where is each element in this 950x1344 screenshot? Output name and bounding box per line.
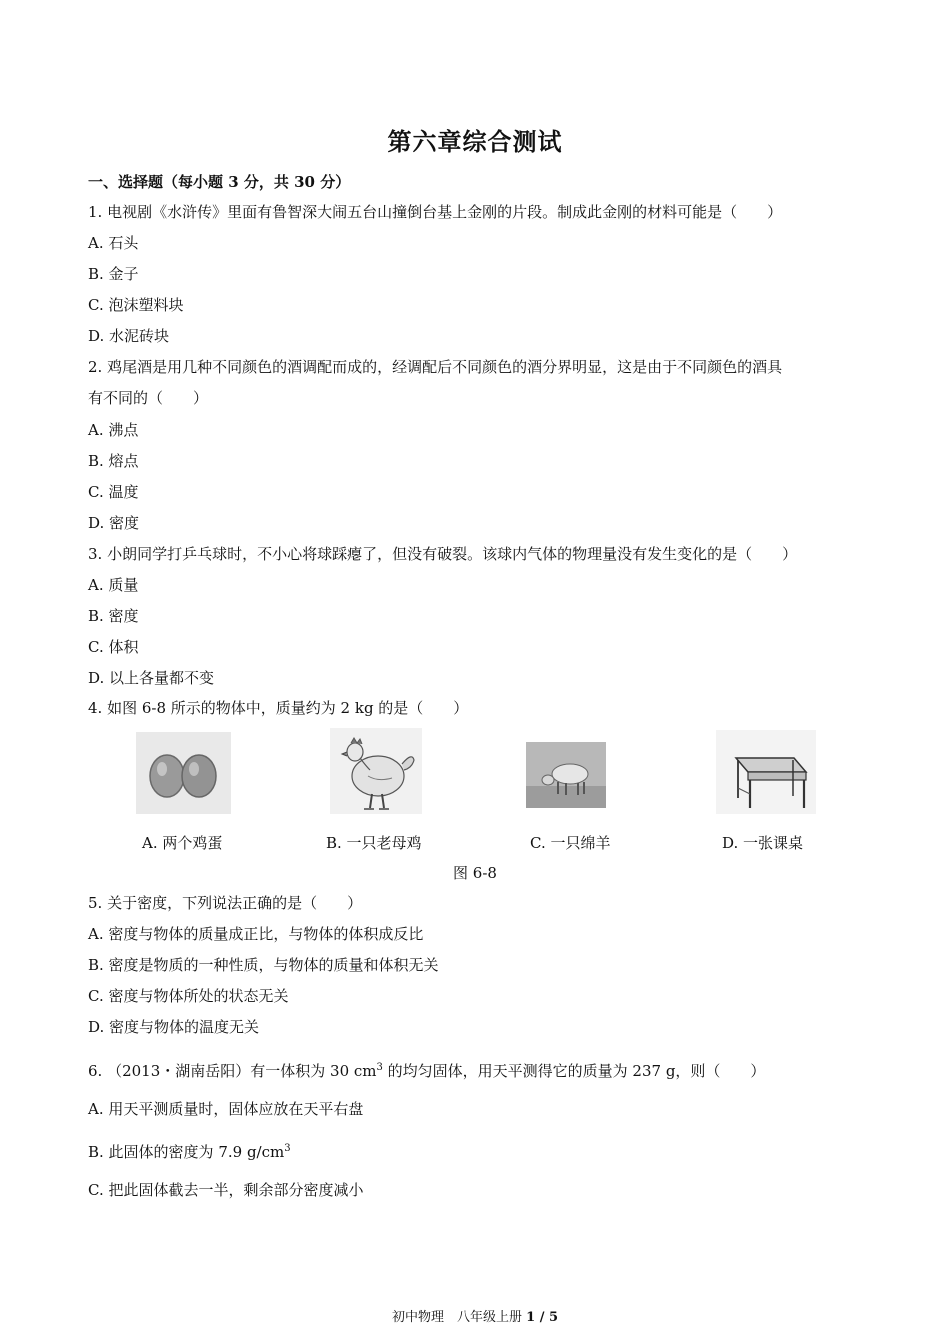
section-heading: 一、选择题（每小题 3 分，共 30 分）	[88, 173, 351, 191]
figure-label-d: D. 一张课桌	[722, 834, 804, 852]
question-6-option-b-text: B. 此固体的密度为 7.9 g/cm	[88, 1143, 285, 1161]
question-1-option-d: D. 水泥砖块	[88, 327, 170, 345]
question-2-stem-line2: 有不同的（ ）	[88, 389, 209, 407]
question-5-option-b: B. 密度是物质的一种性质，与物体的质量和体积无关	[88, 956, 439, 974]
question-6-stem-superscript: 3	[376, 1062, 383, 1073]
question-2-option-b: B. 熔点	[88, 452, 139, 470]
question-2-option-a: A. 沸点	[88, 421, 139, 439]
question-6-option-b-superscript: 3	[284, 1143, 291, 1154]
question-6-option-a: A. 用天平测质量时，固体应放在天平右盘	[88, 1100, 364, 1118]
question-6-option-c: C. 把此固体截去一半，剩余部分密度减小	[88, 1181, 364, 1199]
figure-label-b: B. 一只老母鸡	[326, 834, 422, 852]
question-4-stem: 4. 如图 6-8 所示的物体中，质量约为 2 kg 的是（ ）	[88, 699, 469, 717]
hen-image	[330, 728, 422, 814]
desk-image	[716, 730, 816, 814]
figure-caption: 图 6-8	[453, 864, 497, 882]
figure-label-c: C. 一只绵羊	[530, 834, 611, 852]
question-1-stem: 1. 电视剧《水浒传》里面有鲁智深大闹五台山撞倒台基上金刚的片段。制成此金刚的材料可能是（ ）	[88, 203, 783, 221]
question-5-option-a: A. 密度与物体的质量成正比，与物体的体积成反比	[88, 925, 424, 943]
eggs-image	[136, 732, 231, 814]
question-3-option-d: D. 以上各量都不变	[88, 669, 215, 687]
question-2-option-d: D. 密度	[88, 514, 140, 532]
question-1-option-c: C. 泡沫塑料块	[88, 296, 184, 314]
figure-label-a: A. 两个鸡蛋	[142, 834, 223, 852]
question-6-stem-part1: 6. （2013・湖南岳阳）有一体积为 30 cm	[88, 1062, 377, 1080]
question-6-stem-part2: 的均匀固体，用天平测得它的质量为 237 g，则（ ）	[382, 1062, 766, 1080]
page-title: 第六章综合测试	[387, 127, 563, 156]
footer-text: 初中物理 八年级上册	[391, 1310, 527, 1325]
question-6-stem	[88, 1058, 765, 1081]
question-2-option-c: C. 温度	[88, 483, 139, 501]
question-2-stem-line1: 2. 鸡尾酒是用几种不同颜色的酒调配而成的，经调配后不同颜色的酒分界明显，这是由于不同颜色的酒具	[88, 358, 783, 376]
page-footer	[0, 1306, 950, 1325]
question-1-option-a: A. 石头	[88, 234, 139, 252]
page-number: 1 / 5	[526, 1310, 559, 1325]
question-3-option-c: C. 体积	[88, 638, 139, 656]
question-6-option-b	[88, 1139, 291, 1162]
question-1-option-b: B. 金子	[88, 265, 139, 283]
sheep-image	[526, 742, 606, 808]
question-3-stem: 3. 小朗同学打乒乓球时，不小心将球踩瘪了，但没有破裂。该球内气体的物理量没有发生变化的是（ ）	[88, 545, 798, 563]
question-5-option-c: C. 密度与物体所处的状态无关	[88, 987, 289, 1005]
question-3-option-b: B. 密度	[88, 607, 139, 625]
question-5-option-d: D. 密度与物体的温度无关	[88, 1018, 260, 1036]
question-3-option-a: A. 质量	[88, 576, 139, 594]
question-5-stem: 5. 关于密度，下列说法正确的是（ ）	[88, 894, 363, 912]
